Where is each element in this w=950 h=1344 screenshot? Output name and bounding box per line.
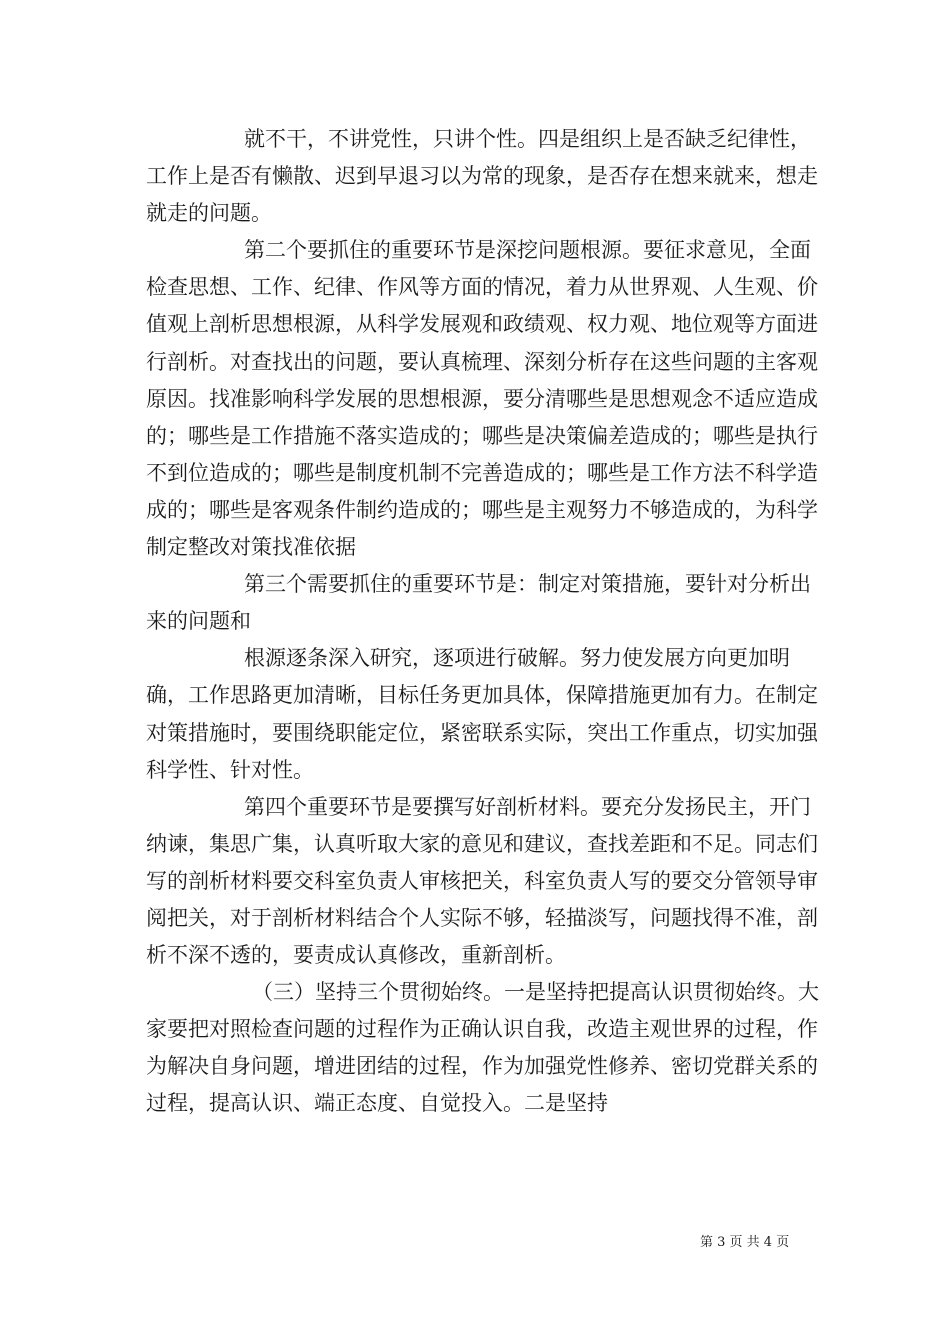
paragraph-1: 就不干，不讲党性，只讲个性。四是组织上是否缺乏纪律性，工作上是否有懒散、迟到早退习以为常的现象，是否存在想来就来，想走就走的问题。 [146, 127, 818, 226]
paragraph-3: 第三个需要抓住的重要环节是：制定对策措施，要针对分析出来的问题和 [146, 572, 811, 634]
paragraph-6: （三）坚持三个贯彻始终。一是坚持把提高认识贯彻始终。大家要把对照检查问题的过程作为正确认识自我，改造主观世界的过程，作为解决自身问题，增进团结的过程，作为加强党性修养、密切党群关系的过程，提高认识、端正态度、自觉投入。二是坚持 [146, 980, 819, 1116]
paragraph-5: 第四个重要环节是要撰写好剖析材料。要充分发扬民主，开门纳谏，集思广集，认真听取大家的意见和建议，查找差距和不足。同志们写的剖析材料要交科室负责人审核把关，科室负责人写的要交分管领导审阅把关，对于剖析材料结合个人实际不够，轻描淡写，问题找得不准，剖析不深不透的，要责成认真修改，重新剖析。 [146, 794, 818, 968]
paragraph-2: 第二个要抓住的重要环节是深挖问题根源。要征求意见，全面检查思想、工作、纪律、作风等方面的情况，着力从世界观、人生观、价值观上剖析思想根源，从科学发展观和政绩观、权力观、地位观等方面进行剖析。对查找出的问题，要认真梳理、深刻分析存在这些问题的主客观原因。找准影响科学发展的思想根源，要分清哪些是思想观念不适应造成的；哪些是工作措施不落实造成的；哪些是决策偏差造成的；哪些是执行不到位造成的；哪些是制度机制不完善造成的；哪些是工作方法不科学造成的；哪些是客观条件制约造成的；哪些是主观努力不够造成的，为科学制定整改对策找准依据 [146, 238, 818, 560]
page-number-footer: 第 3 页 共 4 页 [700, 1235, 790, 1250]
paragraph-4: 根源逐条深入研究，逐项进行破解。努力使发展方向更加明确，工作思路更加清晰，目标任务更加具体，保障措施更加有力。在制定对策措施时，要围绕职能定位，紧密联系实际，突出工作重点，切实加强科学性、针对性。 [146, 646, 818, 782]
document-body [146, 121, 826, 1123]
